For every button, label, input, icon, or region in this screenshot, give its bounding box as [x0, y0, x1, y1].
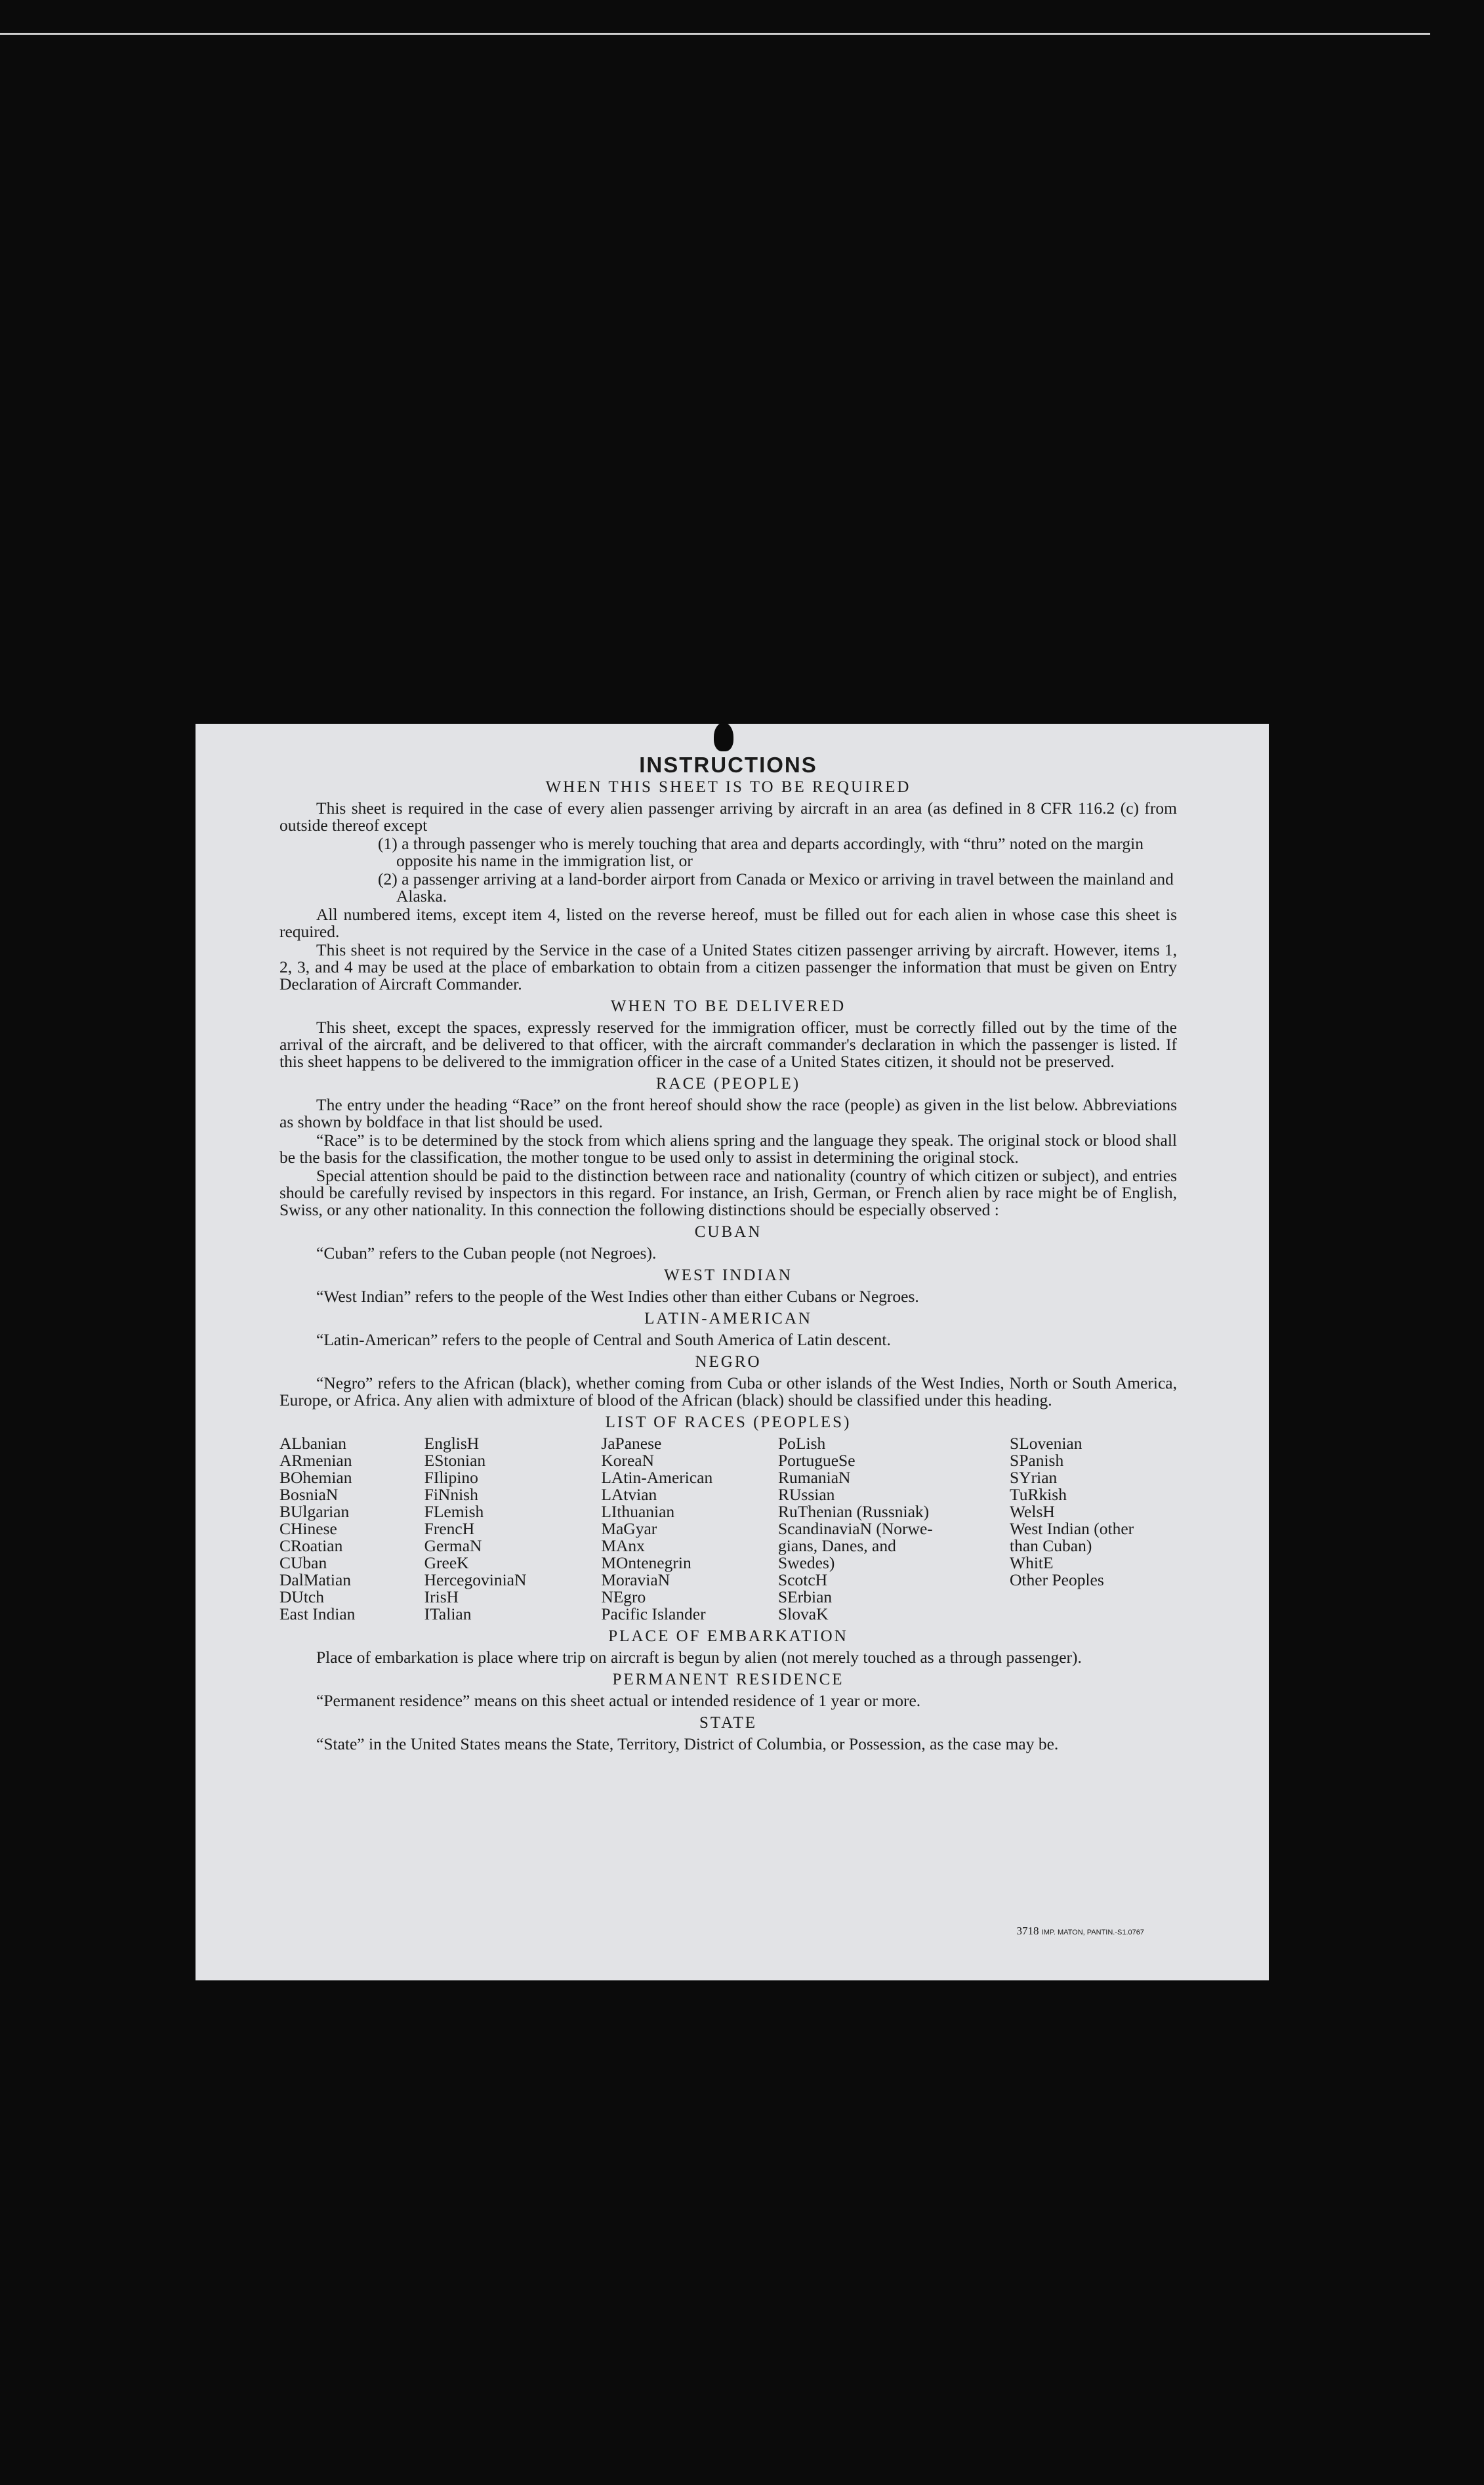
race-entry: JaPanese: [601, 1434, 662, 1453]
race-entry: ARmenian: [279, 1451, 352, 1470]
race-entry: ScotcH: [777, 1570, 828, 1589]
race-entry: GermaN: [424, 1536, 482, 1555]
race-entry: EStonian: [424, 1451, 486, 1470]
race-entry: RUssian: [777, 1485, 835, 1504]
race-entry: KoreaN: [601, 1451, 655, 1470]
race-entry: MAnx: [601, 1536, 645, 1555]
race-entry: ALbanian: [279, 1434, 346, 1453]
race-entry: WelsH: [1010, 1502, 1055, 1521]
race-entry: RuThenian (Russniak): [777, 1502, 930, 1521]
race-entry: WhitE: [1010, 1553, 1054, 1572]
paragraph: “Race” is to be determined by the stock from which aliens spring and the language they speak. The original stock or blood shall be the basis for the classification, the mother tongue to be used only to assist in determining the original stock.: [279, 1131, 1177, 1167]
race-entry: MaGyar: [601, 1519, 657, 1538]
section-heading: PLACE OF EMBARKATION: [608, 1627, 848, 1645]
race-entry: CUban: [279, 1553, 327, 1572]
paragraph: This sheet is required in the case of every alien passenger arriving by aircraft in an area (as defined in 8 CFR 116.2 (c) from outside thereof except: [279, 799, 1177, 835]
paragraph: “Latin-American” refers to the people of Central and South America of Latin descent.: [316, 1330, 891, 1349]
race-entry: NEgro: [601, 1587, 646, 1606]
paragraph: Place of embarkation is place where trip on aircraft is begun by alien (not merely touched as a through passenger).: [316, 1648, 1082, 1667]
races-table: [279, 1435, 1177, 1623]
race-entry: East Indian: [279, 1604, 356, 1623]
race-entry: LIthuanian: [601, 1502, 675, 1521]
section-heading: PERMANENT RESIDENCE: [612, 1671, 844, 1688]
race-entry: CRoatian: [279, 1536, 343, 1555]
paragraph: “State” in the United States means the State, Territory, District of Columbia, or Possession, as the case may be.: [316, 1734, 1059, 1753]
list-item: (1) a through passenger who is merely touching that area and departs accordingly, with “thru” noted on the margin opposite his name in the immigration list, or: [378, 834, 1144, 870]
section-heading: STATE: [699, 1714, 757, 1732]
races-column: [601, 1435, 778, 1623]
paragraph: “Permanent residence” means on this sheet actual or intended residence of 1 year or more.: [316, 1691, 921, 1710]
scan-edge-line: [0, 33, 1430, 35]
race-entry: SLovenian: [1010, 1434, 1082, 1453]
section-heading: LATIN-AMERICAN: [644, 1310, 812, 1327]
section-heading: WHEN THIS SHEET IS TO BE REQUIRED: [545, 778, 911, 796]
races-column: [778, 1435, 1010, 1623]
race-entry: BUlgarian: [279, 1502, 350, 1521]
race-entry: FIlipino: [424, 1468, 478, 1487]
paragraph: This sheet is not required by the Service in the case of a United States citizen passenger arriving by aircraft. However, items 1, 2, 3, and 4 may be used at the place of embarkation to obtain from a citizen passenger the information that must be given on Entry Declaration of Aircraft Commander.: [279, 940, 1177, 993]
page-title: INSTRUCTIONS: [639, 753, 817, 777]
form-number-value: 3718: [1016, 1925, 1039, 1937]
paragraph: “Negro” refers to the African (black), whether coming from Cuba or other islands of the West Indies, North or South America, Europe, or Africa. Any alien with admixture of blood of the African (black) should be classified under this heading.: [279, 1373, 1177, 1410]
race-entry: IrisH: [424, 1587, 459, 1606]
race-entry: FLemish: [424, 1502, 484, 1521]
race-entry: EnglisH: [424, 1434, 480, 1453]
race-entry: BOhemian: [279, 1468, 352, 1487]
races-column: [279, 1435, 424, 1623]
paragraph: “Cuban” refers to the Cuban people (not Negroes).: [316, 1243, 657, 1263]
punch-hole: [714, 722, 733, 751]
race-entry: Pacific Islander: [601, 1604, 706, 1623]
paragraph: Special attention should be paid to the distinction between race and nationality (country of which citizen or subject), and entries should be carefully revised by inspectors in this regard. For instance, an Irish, German, or French alien by race might be of English, Swiss, or any other nationality. In this connection the following distinctions should be especially observed :: [279, 1166, 1177, 1219]
printer-mark: IMP. MATON, PANTIN.-S1.0767: [1041, 1929, 1144, 1936]
race-entry: TuRkish: [1010, 1485, 1067, 1504]
paragraph: This sheet, except the spaces, expressly reserved for the immigration officer, must be correctly filled out by the time of the arrival of the aircraft, and be delivered to that officer, with the aircraft commander's declaration in which the passenger is listed. If this sheet happens to be delivered to the immigration officer in the case of a United States citizen, it should not be preserved.: [279, 1018, 1177, 1071]
race-entry: LAtin-American: [601, 1468, 713, 1487]
race-entry: DalMatian: [279, 1570, 352, 1589]
race-entry: Swedes): [777, 1553, 835, 1572]
instruction-sheet: [196, 724, 1269, 1980]
race-entry: SErbian: [777, 1587, 833, 1606]
race-entry: SYrian: [1010, 1468, 1058, 1487]
list-item: (2) a passenger arriving at a land-border airport from Canada or Mexico or arriving in travel between the mainland and Alaska.: [378, 869, 1174, 906]
race-entry: SlovaK: [777, 1604, 829, 1623]
race-entry: FrencH: [424, 1519, 475, 1538]
section-heading: WEST INDIAN: [664, 1266, 793, 1284]
race-entry: RumaniaN: [777, 1468, 851, 1487]
section-heading: NEGRO: [695, 1353, 762, 1371]
race-entry: West Indian (other: [1010, 1519, 1134, 1538]
race-entry: ITalian: [424, 1604, 472, 1623]
paragraph: The entry under the heading “Race” on the front hereof should show the race (people) as given in the list below. Abbreviations as shown by boldface in that list should be used.: [279, 1095, 1177, 1131]
race-entry: MoraviaN: [601, 1570, 670, 1589]
form-number: [1016, 1923, 1144, 1941]
race-entry: MOntenegrin: [601, 1553, 691, 1572]
race-entry: BosniaN: [279, 1485, 339, 1504]
races-column: [424, 1435, 602, 1623]
race-entry: FiNnish: [424, 1485, 478, 1504]
race-entry: CHinese: [279, 1519, 337, 1538]
paragraph: All numbered items, except item 4, listed on the reverse hereof, must be filled out for each alien in whose case this sheet is required.: [279, 905, 1177, 941]
race-entry: ScandinaviaN (Norwe-: [777, 1519, 933, 1538]
paragraph: “West Indian” refers to the people of the West Indies other than either Cubans or Negroes.: [316, 1287, 919, 1306]
race-entry: SPanish: [1010, 1451, 1064, 1470]
race-entry: Other Peoples: [1010, 1570, 1104, 1589]
race-entry: DUtch: [279, 1587, 324, 1606]
section-heading: WHEN TO BE DELIVERED: [610, 997, 846, 1015]
section-heading: CUBAN: [694, 1223, 762, 1241]
race-entry: GreeK: [424, 1553, 469, 1572]
race-entry: PortugueSe: [777, 1451, 855, 1470]
race-entry: PoLish: [777, 1434, 826, 1453]
section-heading: RACE (PEOPLE): [655, 1075, 801, 1093]
race-entry: gians, Danes, and: [777, 1536, 896, 1555]
race-entry: than Cuban): [1010, 1536, 1092, 1555]
section-heading: LIST OF RACES (PEOPLES): [605, 1413, 852, 1431]
races-column: [1010, 1435, 1177, 1623]
race-entry: LAtvian: [601, 1485, 657, 1504]
race-entry: HercegoviniaN: [424, 1570, 527, 1589]
